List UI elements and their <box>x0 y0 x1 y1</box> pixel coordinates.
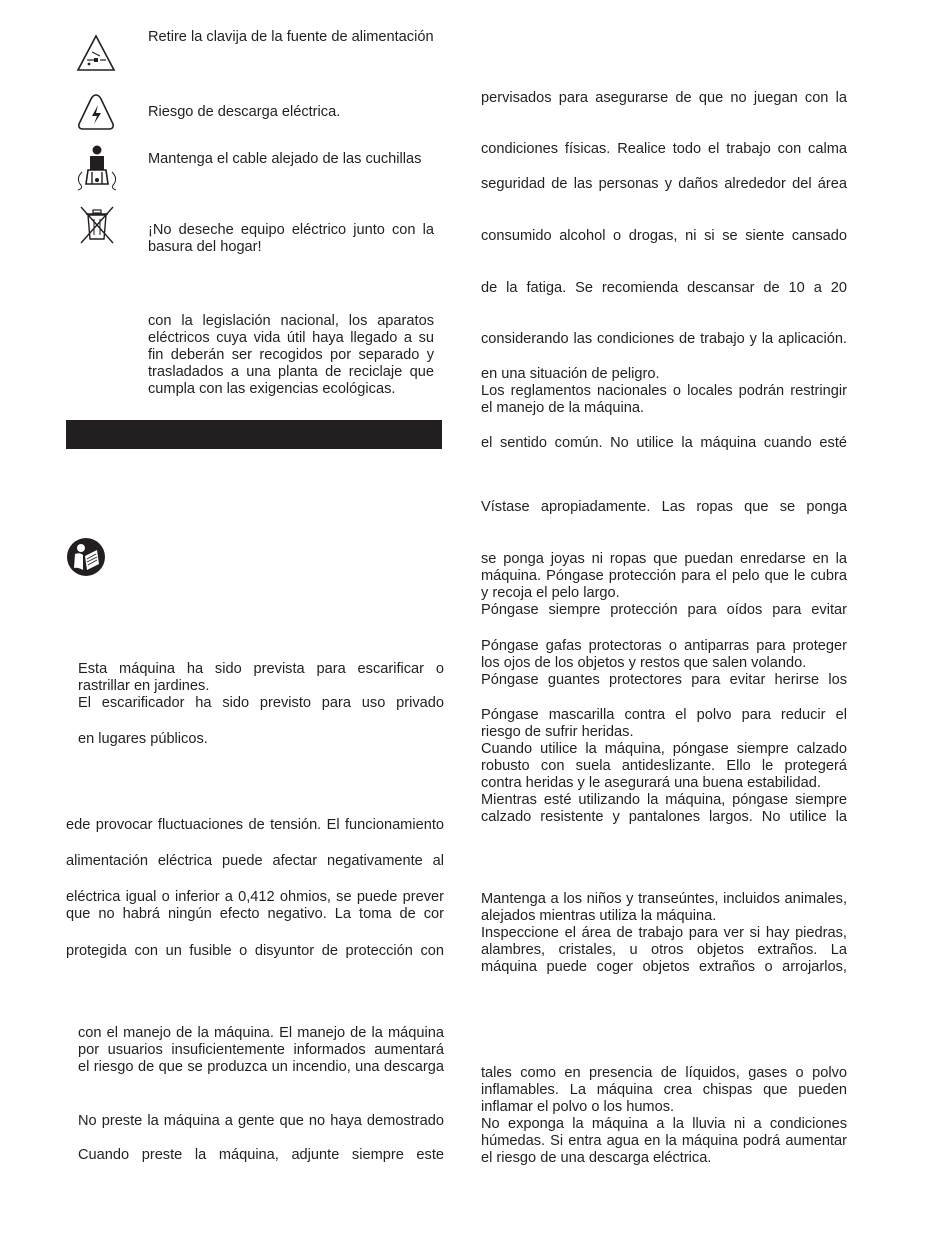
text-line: calzado resistente y pantalones largos. No utilice la <box>481 809 847 825</box>
text-line: con el manejo de la máquina. El manejo de la máquina <box>78 1025 444 1041</box>
text-line: tales como en presencia de líquidos, gases o polvo <box>481 1065 847 1081</box>
recycling-text <box>148 313 434 398</box>
text-line: robusto con suela antideslizante. Ello le protegerá <box>481 758 847 774</box>
cable-text: Mantenga el cable alejado de las cuchillas <box>148 151 422 167</box>
clothing-text <box>481 551 847 619</box>
regulations-text <box>481 366 847 417</box>
text-line: y recoja el pelo largo. <box>481 585 620 601</box>
intended-use-text <box>78 661 444 712</box>
text-line: Póngase gafas protectoras o antiparras para proteger <box>481 638 847 654</box>
environment-text <box>481 1065 847 1167</box>
protection-text <box>481 638 847 689</box>
text-line: ¡No deseche equipo eléctrico junto con la <box>148 222 434 238</box>
text-line: inflamar el polvo o los humos. <box>481 1099 675 1115</box>
text-line: consumido alcohol o drogas, ni si se siente cansado <box>481 228 847 244</box>
disposal-text <box>148 222 434 256</box>
text-line: el sentido común. No utilice la máquina cuando esté <box>481 435 847 451</box>
text-line: Póngase siempre protección para oídos para evitar <box>481 602 847 618</box>
text-line: que no habrá ningún efecto negativo. La toma de cor <box>66 906 444 922</box>
read-manual-icon <box>66 537 106 577</box>
text-line: cumpla con las exigencias ecológicas. <box>148 381 396 397</box>
text-line: se ponga joyas ni ropas que puedan enredarse en la <box>481 551 847 567</box>
footwear-text <box>481 707 847 826</box>
text-line: trasladados a una planta de reciclaje que <box>148 364 434 380</box>
text-line: considerando las condiciones de trabajo y la aplicación. <box>481 331 847 347</box>
text-line: con la legislación nacional, los aparatos <box>148 313 434 329</box>
text-line: inflamables. La máquina crea chispas que pueden <box>481 1082 847 1098</box>
text-line: alejados mientras utiliza la máquina. <box>481 908 717 924</box>
text-line: ede provocar fluctuaciones de tensión. El funcionamiento <box>66 817 444 833</box>
text-line: el riesgo de que se produzca un incendio, una descarga <box>78 1059 444 1075</box>
text-line: los ojos de los objetos y restos que salen volando. <box>481 655 807 671</box>
text-line: Mientras esté utilizando la máquina, póngase siempre <box>481 792 847 808</box>
text-line: Esta máquina ha sido prevista para escarificar o <box>78 661 444 677</box>
text-line: en lugares públicos. <box>78 731 208 747</box>
text-line: eléctrica igual o inferior a 0,412 ohmios, se puede prever <box>66 889 444 905</box>
text-line: máquina puede coger objetos extraños o arrojarlos, <box>481 959 847 975</box>
text-line: El escarificador ha sido previsto para uso privado <box>78 695 444 711</box>
text-line: condiciones físicas. Realice todo el trabajo con calma <box>481 141 847 157</box>
manage-text <box>78 1025 444 1076</box>
text-line: protegida con un fusible o disyuntor de protección con <box>66 943 444 959</box>
text-line: eléctricos cuya vida útil haya llegado a su <box>148 330 434 346</box>
text-line: en una situación de peligro. <box>481 366 660 382</box>
text-line: Inspeccione el área de trabajo para ver si hay piedras, <box>481 925 847 941</box>
text-line: pervisados para asegurarse de que no juegan con la <box>481 90 847 106</box>
text-line: No preste la máquina a gente que no haya demostrado <box>78 1113 444 1129</box>
text-line: alimentación eléctrica puede afectar negativamente al <box>66 853 444 869</box>
shock-text: Riesgo de descarga eléctrica. <box>148 104 341 120</box>
bystanders-text <box>481 891 847 976</box>
text-line: Póngase mascarilla contra el polvo para reducir el <box>481 707 847 723</box>
text-line: Póngase guantes protectores para evitar herirse los <box>481 672 847 688</box>
text-line: alambres, cristales, u otros objetos extraños. La <box>481 942 847 958</box>
text-line: Mantenga a los niños y transeúntes, incluidos animales, <box>481 891 847 907</box>
keep-cable-from-blades-icon <box>74 142 120 192</box>
text-line: fin deberán ser recogidos por separado y <box>148 347 434 363</box>
text-line: máquina. Póngase protección para el pelo que le cubra <box>481 568 847 584</box>
text-line: el riesgo de una descarga eléctrica. <box>481 1150 712 1166</box>
text-line: de la fatiga. Se recomienda descansar de 10 a 20 <box>481 280 847 296</box>
text-line: Cuando preste la máquina, adjunte siempre este <box>78 1147 444 1163</box>
text-line: riesgo de sufrir heridas. <box>481 724 634 740</box>
power-text <box>66 889 444 923</box>
text-line: Cuando utilice la máquina, póngase siempre calzado <box>481 741 847 757</box>
unplug-text: Retire la clavija de la fuente de alimentación <box>148 29 434 45</box>
text-line: No exponga la máquina a la lluvia ni a condiciones <box>481 1116 847 1132</box>
no-household-waste-icon <box>79 205 115 245</box>
text-line: contra heridas y le asegurará una buena estabilidad. <box>481 775 821 791</box>
text-line: el manejo de la máquina. <box>481 400 645 416</box>
text-line: Los reglamentos nacionales o locales podrán restringir <box>481 383 847 399</box>
text-line: Vístase apropiadamente. Las ropas que se ponga <box>481 499 847 515</box>
text-line: por usuarios insuficientemente informados aumentará <box>78 1042 444 1058</box>
section-heading-bar <box>66 420 442 449</box>
text-line: rastrillar en jardines. <box>78 678 210 694</box>
text-line: húmedas. Si entra agua en la máquina podrá aumentar <box>481 1133 847 1149</box>
text-line: seguridad de las personas y daños alrededor del área <box>481 176 847 192</box>
unplug-icon <box>76 34 116 72</box>
electric-shock-icon <box>76 92 116 132</box>
text-line: basura del hogar! <box>148 239 262 255</box>
